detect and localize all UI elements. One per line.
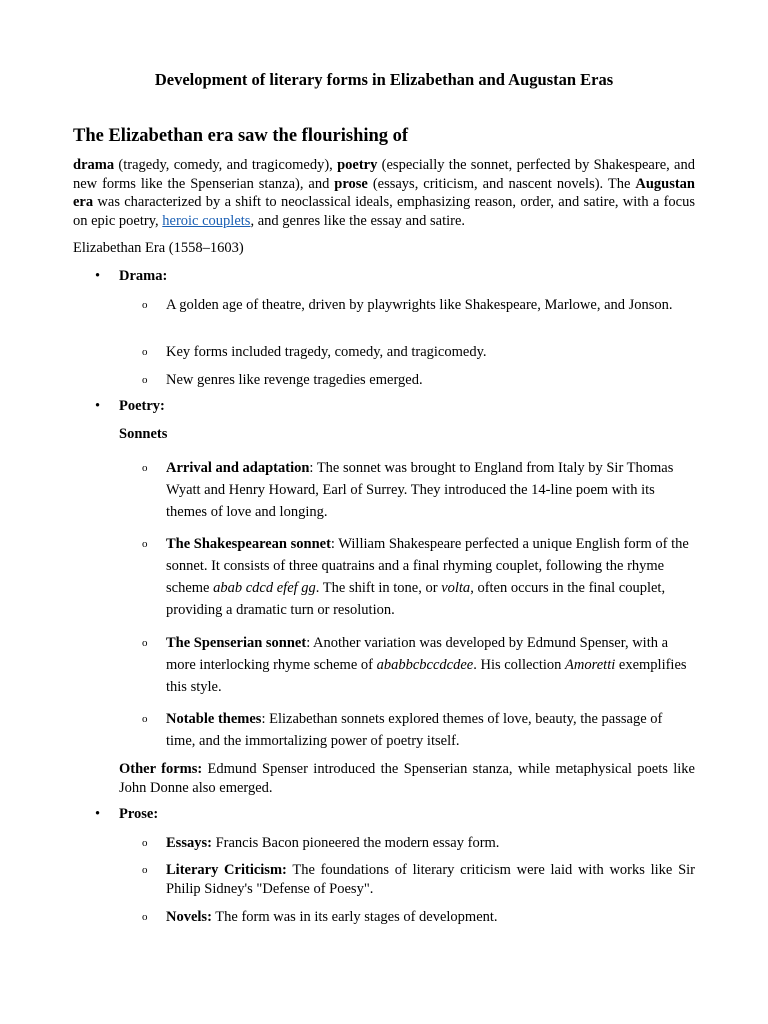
drama-item-2-text: Key forms included tragedy, comedy, and tragicomedy.: [166, 344, 487, 360]
sonnet-themes-title: Notable themes: [166, 711, 262, 727]
sonnet-themes-body: : Elizabethan sonnets explored themes of love, beauty, the passage of time, and the immortalizing power of poetry itself.: [166, 711, 663, 749]
prose-novels-title: Novels:: [166, 909, 212, 925]
intro-paragraph: [73, 156, 695, 230]
circle-bullet-icon: o: [142, 299, 148, 311]
intro-text-5: , and genres like the essay and satire.: [250, 212, 466, 229]
prose-label: Prose:: [119, 806, 159, 822]
other-forms-body: Edmund Spenser introduced the Spenserian stanza, while metaphysical poets like John Donne also emerged.: [119, 761, 695, 796]
drama-item-3-text: New genres like revenge tragedies emerged.: [166, 372, 423, 388]
bullet-drama: [95, 268, 167, 285]
intro-text-1: (tragedy, comedy, and tragicomedy),: [114, 157, 338, 173]
bullet-icon: •: [95, 806, 101, 822]
sonnets-label: Sonnets: [119, 426, 168, 442]
drama-label: Drama:: [119, 268, 168, 284]
intro-prose: prose: [334, 175, 368, 192]
sonnet-arrival: [142, 457, 695, 523]
intro-text-3: (essays, criticism, and nascent novels). The: [367, 175, 636, 192]
sonnet-spenserian-title: The Spenserian sonnet: [166, 635, 307, 651]
circle-bullet-icon: o: [142, 346, 148, 358]
drama-item-1: [142, 296, 695, 315]
sonnet-arrival-text: [166, 457, 695, 523]
circle-bullet-icon: o: [142, 864, 148, 876]
prose-novels-text: [166, 908, 695, 927]
era-line: Elizabethan Era (1558–1603): [73, 240, 244, 256]
rhyme-scheme-shakespearean: abab cdcd efef gg: [213, 580, 316, 596]
bullet-icon: •: [95, 398, 101, 414]
circle-bullet-icon: o: [142, 637, 148, 649]
circle-bullet-icon: o: [142, 538, 148, 550]
sonnet-arrival-body: : The sonnet was brought to England from Italy by Sir Thomas Wyatt and Henry Howard, Earl of Surrey. They introduced the 14-line poem with its themes of love and longing.: [166, 460, 674, 520]
circle-bullet-icon: o: [142, 713, 148, 725]
prose-essays: [142, 834, 695, 853]
prose-criticism-text: [166, 861, 695, 898]
prose-criticism-title: Literary Criticism:: [166, 862, 287, 878]
intro-drama: drama: [73, 157, 115, 173]
circle-bullet-icon: o: [142, 911, 148, 923]
rhyme-scheme-spenserian: ababbcbccdcdee: [376, 657, 474, 673]
intro-text-4: was characterized by a shift to neoclassical ideals, emphasizing reason, order, and satire, with a focus on epic poetry,: [73, 194, 695, 229]
prose-novels-body: The form was in its early stages of development.: [211, 909, 498, 925]
bullet-icon: •: [95, 268, 101, 284]
other-forms-title: Other forms:: [119, 761, 203, 777]
drama-item-1-text: A golden age of theatre, driven by playwrights like Shakespeare, Marlowe, and Jonson.: [166, 297, 673, 313]
prose-criticism: [142, 861, 695, 898]
prose-essays-body: Francis Bacon pioneered the modern essay form.: [211, 835, 500, 851]
sonnet-shakespearean-title: The Shakespearean sonnet: [166, 536, 331, 552]
prose-essays-title: Essays:: [166, 835, 212, 851]
sonnet-spenserian: [142, 632, 695, 698]
sonnet-arrival-title: Arrival and adaptation: [166, 460, 310, 476]
bullet-poetry: [95, 398, 165, 415]
sonnet-themes-text: [166, 708, 695, 752]
document-title: Development of literary forms in Elizabethan and Augustan Eras: [154, 70, 614, 89]
prose-essays-text: [166, 834, 695, 853]
drama-item-2: [142, 343, 695, 362]
circle-bullet-icon: o: [142, 462, 148, 474]
bullet-prose: [95, 806, 158, 823]
sonnet-spenserian-body-3: exemplifies this style.: [166, 657, 687, 695]
circle-bullet-icon: o: [142, 374, 148, 386]
sonnet-shakespearean-body-2: . The shift in tone, or: [315, 580, 442, 596]
prose-novels: [142, 908, 695, 927]
drama-item-3: [142, 371, 695, 390]
heroic-couplets-link[interactable]: heroic couplets: [162, 212, 251, 229]
intro-text-2: (especially the sonnet, perfected by Shakespeare, and new forms like the Spenserian stanza), and: [73, 157, 695, 192]
sonnet-themes: [142, 708, 695, 752]
sonnet-spenserian-text: [166, 632, 695, 698]
intro-poetry: poetry: [337, 157, 378, 173]
prose-criticism-body: The foundations of literary criticism were laid with works like Sir Philip Sidney's "Defense of Poesy".: [166, 862, 695, 897]
sonnet-shakespearean-body-1: : William Shakespeare perfected a unique English form of the sonnet. It consists of three quatrains and a final rhyming couplet, following the rhyme scheme: [166, 536, 689, 596]
sonnet-shakespearean-text: [166, 533, 695, 621]
sonnet-shakespearean-body-3: , often occurs in the final couplet, providing a dramatic turn or resolution.: [166, 580, 666, 618]
circle-bullet-icon: o: [142, 837, 148, 849]
sonnet-spenserian-body-1: : Another variation was developed by Edmund Spenser, with a more interlocking rhyme scheme of: [166, 635, 669, 673]
sonnet-spenserian-body-2: . His collection: [473, 657, 566, 673]
other-forms-paragraph: [119, 760, 695, 797]
volta-term: volta: [441, 580, 471, 596]
amoretti-title: Amoretti: [565, 657, 616, 673]
poetry-label: Poetry:: [119, 398, 165, 414]
intro-augustan: Augustan era: [73, 175, 695, 210]
section-heading: The Elizabethan era saw the flourishing of: [73, 126, 409, 146]
sonnet-shakespearean: [142, 533, 695, 621]
